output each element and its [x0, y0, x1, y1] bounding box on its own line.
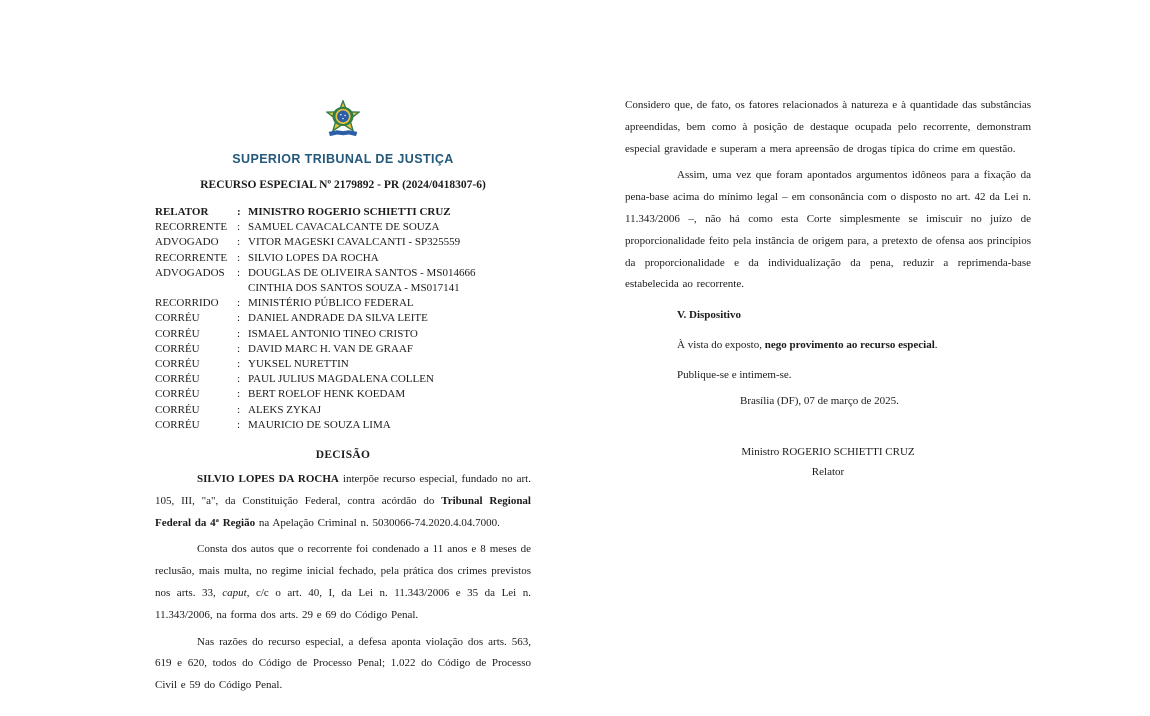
party-value: MINISTRO ROGERIO SCHIETTI CRUZ [248, 206, 451, 218]
paragraph: SILVIO LOPES DA ROCHA interpõe recurso especial, fundado no art. 105, III, "a", da Constituição Federal, contra acórdão do Tribunal Regional Federal da 4ª Região na Apelação Criminal n. 5030066-74.2020.4.04.7000. [155, 473, 531, 529]
party-value: BERT ROELOF HENK KOEDAM [248, 388, 406, 401]
party-label: RECORRIDO [155, 297, 219, 310]
party-label: CORRÉU [155, 373, 200, 386]
party-value: DANIEL ANDRADE DA SILVA LEITE [248, 312, 428, 325]
page-two-body [625, 95, 1031, 296]
party-value: DAVID MARC H. VAN DE GRAAF [248, 342, 414, 355]
party-separator: : [237, 358, 241, 371]
party-row [155, 205, 531, 220]
party-value: PAUL JULIUS MAGDALENA COLLEN [248, 373, 434, 386]
party-separator: : [237, 206, 241, 218]
party-label: RECORRENTE [155, 221, 228, 234]
party-value: MAURICIO DE SOUZA LIMA [248, 418, 391, 431]
dispositivo-heading: V. Dispositivo [677, 309, 741, 322]
party-separator: : [237, 327, 241, 340]
party-label: CORRÉU [155, 342, 200, 355]
party-row [155, 296, 531, 311]
party-separator: : [237, 266, 241, 279]
party-value: SILVIO LOPES DA ROCHA [248, 251, 379, 264]
party-separator: : [237, 297, 241, 310]
party-row [155, 357, 531, 372]
party-separator: : [237, 388, 241, 401]
party-row [155, 387, 531, 402]
party-label: CORRÉU [155, 388, 200, 401]
party-separator: : [237, 373, 241, 386]
party-row [155, 372, 531, 387]
party-value: SAMUEL CAVACALCANTE DE SOUZA [248, 221, 440, 234]
party-label: ADVOGADOS [155, 266, 225, 279]
page-one [155, 100, 531, 697]
document-header [155, 100, 531, 191]
party-separator: : [237, 312, 241, 325]
party-row [155, 311, 531, 326]
party-separator: : [237, 342, 241, 355]
party-value: ALEKS ZYKAJ [248, 403, 322, 416]
court-name: SUPERIOR TRIBUNAL DE JUSTIÇA [232, 152, 454, 166]
party-value: VITOR MAGESKI CAVALCANTI - SP325559 [248, 236, 461, 249]
party-label: CORRÉU [155, 403, 200, 416]
party-label: RECORRENTE [155, 251, 228, 264]
signature-name: Ministro ROGERIO SCHIETTI CRUZ [741, 446, 915, 459]
signature-block [625, 442, 1031, 482]
party-row [155, 342, 531, 357]
case-number-title: RECURSO ESPECIAL Nº 2179892 - PR (2024/0418307-6) [200, 179, 486, 191]
paragraph: Consta dos autos que o recorrente foi condenado a 11 anos e 8 meses de reclusão, mais multa, no regime inicial fechado, pela prática dos crimes previstos nos arts. 33, caput, c/c o art. 40, I, da Lei n. 11.343/2006 e 35 da Lei n. 11.343/2006, na forma dos arts. 29 e 69 do Código Penal. [155, 543, 531, 621]
date-place-line: Brasília (DF), 07 de março de 2025. [740, 394, 899, 407]
party-value: DOUGLAS DE OLIVEIRA SANTOS - MS014666 CINTHIA DOS SANTOS SOUZA - MS017141 [248, 266, 476, 295]
party-value: YUKSEL NURETTIN [248, 358, 349, 371]
party-separator: : [237, 403, 241, 416]
party-separator: : [237, 251, 241, 264]
party-separator: : [237, 236, 241, 249]
party-row [155, 235, 531, 250]
paragraph: Nas razões do recurso especial, a defesa aponta violação dos arts. 563, 619 e 620, todos do Código de Processo Penal; 1.022 do Código de Processo Civil e 59 do Código Penal. [155, 635, 531, 692]
party-label: CORRÉU [155, 312, 200, 325]
party-label: RELATOR [155, 206, 209, 218]
party-separator: : [237, 221, 241, 234]
party-value: MINISTÉRIO PÚBLICO FEDERAL [248, 297, 414, 310]
party-label: CORRÉU [155, 327, 200, 340]
publication-line: Publique-se e intimem-se. [677, 368, 792, 381]
brazil-coat-of-arms-icon [326, 100, 360, 142]
party-label: CORRÉU [155, 358, 200, 371]
party-row [155, 220, 531, 235]
party-row [155, 403, 531, 418]
party-separator: : [237, 418, 241, 431]
party-value: ISMAEL ANTONIO TINEO CRISTO [248, 327, 418, 340]
signature-role: Relator [811, 466, 845, 479]
paragraph: Considero que, de fato, os fatores relacionados à natureza e à quantidade das substâncias apreendidas, bem como à posição de destaque ocupada pelo recorrente, demonstram especial gravidade e superam a mera apreensão de drogas típica do crime em questão. [625, 99, 1031, 155]
party-row [155, 266, 531, 296]
decision-heading: DECISÃO [315, 449, 371, 462]
ruling-line: À vista do exposto, nego provimento ao recurso especial. [677, 338, 938, 351]
party-row [155, 418, 531, 433]
party-label: CORRÉU [155, 418, 200, 431]
paragraph: Assim, uma vez que foram apontados argumentos idôneos para a fixação da pena-base acima do mínimo legal – em consonância com o disposto no art. 42 da Lei n. 11.343/2006 –, não há como esta Corte simplesmente se imiscuir no juízo de proporcionalidade feito pela instância de origem para, a pretexto de ofensa aos princípios da proporcionalidade e da individualização da pena, reduzir a reprimenda-base estabelecida ao recorrente. [625, 169, 1031, 291]
party-row [155, 327, 531, 342]
page-two [625, 95, 1031, 482]
decision-body [155, 469, 531, 697]
parties-list [155, 205, 531, 433]
party-row [155, 251, 531, 266]
party-label: ADVOGADO [155, 236, 219, 249]
